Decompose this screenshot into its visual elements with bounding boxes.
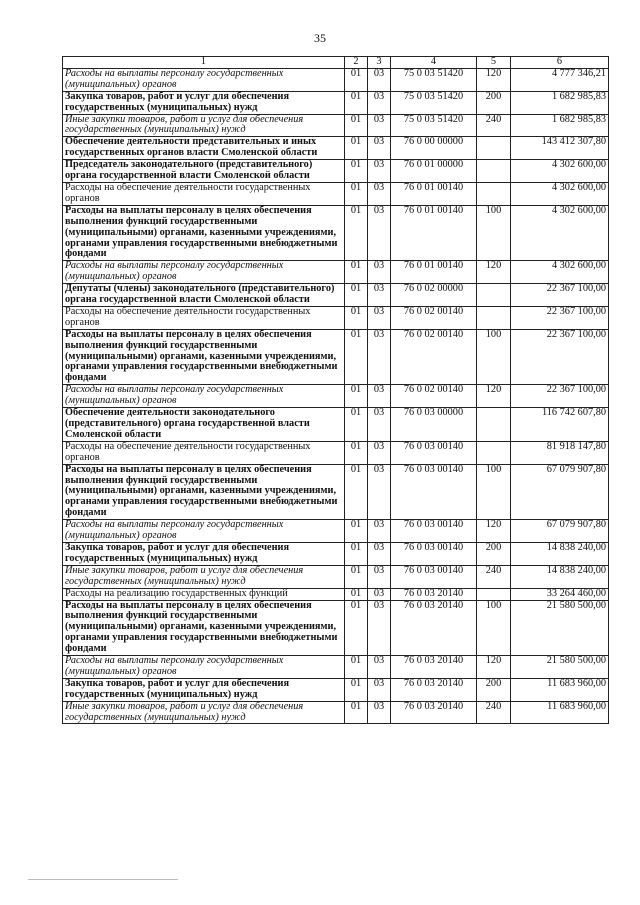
table-body	[63, 68, 609, 724]
row-name-cell: Депутаты (члены) законодательного (представительного) органа государственной власти Смоленской области	[63, 284, 345, 307]
row-amount-cell: 22 367 100,00	[511, 306, 609, 329]
row-target-code-cell: 76 0 03 20140	[391, 656, 477, 679]
row-section-cell: 01	[345, 284, 368, 307]
row-amount-cell: 4 777 346,21	[511, 68, 609, 91]
row-name-cell: Расходы на обеспечение деятельности государственных органов	[63, 182, 345, 205]
row-target-code-cell: 76 0 01 00140	[391, 261, 477, 284]
row-name-cell: Расходы на выплаты персоналу государственных (муниципальных) органов	[63, 656, 345, 679]
row-section-cell: 01	[345, 160, 368, 183]
table-row	[63, 656, 609, 679]
row-target-code-cell: 76 0 02 00000	[391, 284, 477, 307]
row-target-code-cell: 75 0 03 51420	[391, 68, 477, 91]
row-subsection-cell: 03	[368, 91, 391, 114]
row-target-code-cell: 76 0 02 00140	[391, 385, 477, 408]
row-target-code-cell: 76 0 03 00140	[391, 542, 477, 565]
row-target-code-cell: 76 0 03 20140	[391, 701, 477, 724]
footer-divider	[28, 879, 178, 880]
row-name-cell: Иные закупки товаров, работ и услуг для обеспечения государственных (муниципальных) нужд	[63, 701, 345, 724]
row-section-cell: 01	[345, 408, 368, 442]
row-target-code-cell: 75 0 03 51420	[391, 114, 477, 137]
row-subsection-cell: 03	[368, 261, 391, 284]
row-expense-type-cell: 240	[477, 701, 511, 724]
row-section-cell: 01	[345, 588, 368, 600]
row-subsection-cell: 03	[368, 385, 391, 408]
row-subsection-cell: 03	[368, 464, 391, 520]
row-subsection-cell: 03	[368, 137, 391, 160]
row-section-cell: 01	[345, 306, 368, 329]
row-name-cell: Расходы на обеспечение деятельности государственных органов	[63, 441, 345, 464]
table-row	[63, 306, 609, 329]
row-name-cell: Расходы на выплаты персоналу в целях обеспечения выполнения функций государственными (муниципальными) органами, казенными учреждениями, органами управления государственными внебюджетными фондами	[63, 205, 345, 261]
row-section-cell: 01	[345, 520, 368, 543]
row-expense-type-cell: 200	[477, 91, 511, 114]
row-target-code-cell: 76 0 03 00140	[391, 565, 477, 588]
table-row	[63, 588, 609, 600]
header-col-2: 2	[345, 57, 368, 69]
header-col-4: 4	[391, 57, 477, 69]
row-target-code-cell: 76 0 01 00000	[391, 160, 477, 183]
row-amount-cell: 4 302 600,00	[511, 205, 609, 261]
row-section-cell: 01	[345, 441, 368, 464]
row-subsection-cell: 03	[368, 656, 391, 679]
row-name-cell: Иные закупки товаров, работ и услуг для обеспечения государственных (муниципальных) нужд	[63, 114, 345, 137]
row-expense-type-cell: 200	[477, 542, 511, 565]
row-section-cell: 01	[345, 68, 368, 91]
row-subsection-cell: 03	[368, 678, 391, 701]
row-amount-cell: 21 580 500,00	[511, 600, 609, 656]
row-amount-cell: 4 302 600,00	[511, 182, 609, 205]
row-name-cell: Расходы на обеспечение деятельности государственных органов	[63, 306, 345, 329]
row-target-code-cell: 76 0 02 00140	[391, 329, 477, 385]
row-target-code-cell: 75 0 03 51420	[391, 91, 477, 114]
table-row	[63, 678, 609, 701]
row-expense-type-cell	[477, 408, 511, 442]
row-expense-type-cell: 120	[477, 656, 511, 679]
row-amount-cell: 22 367 100,00	[511, 284, 609, 307]
row-target-code-cell: 76 0 03 00000	[391, 408, 477, 442]
row-name-cell: Обеспечение деятельности представительных и иных государственных органов власти Смоленской области	[63, 137, 345, 160]
row-subsection-cell: 03	[368, 408, 391, 442]
row-section-cell: 01	[345, 385, 368, 408]
row-expense-type-cell	[477, 182, 511, 205]
row-subsection-cell: 03	[368, 520, 391, 543]
table-row	[63, 182, 609, 205]
row-expense-type-cell	[477, 137, 511, 160]
row-amount-cell: 67 079 907,80	[511, 464, 609, 520]
row-expense-type-cell: 120	[477, 68, 511, 91]
row-expense-type-cell: 120	[477, 385, 511, 408]
row-expense-type-cell	[477, 160, 511, 183]
row-subsection-cell: 03	[368, 182, 391, 205]
row-subsection-cell: 03	[368, 542, 391, 565]
row-expense-type-cell: 240	[477, 565, 511, 588]
row-name-cell: Расходы на выплаты персоналу в целях обеспечения выполнения функций государственными (муниципальными) органами, казенными учреждениями, органами управления государственными внебюджетными фондами	[63, 329, 345, 385]
table-row	[63, 565, 609, 588]
row-expense-type-cell: 100	[477, 600, 511, 656]
table-row	[63, 520, 609, 543]
row-name-cell: Председатель законодательного (представительного) органа государственной власти Смоленской области	[63, 160, 345, 183]
table-row	[63, 600, 609, 656]
row-subsection-cell: 03	[368, 701, 391, 724]
row-name-cell: Расходы на реализацию государственных функций	[63, 588, 345, 600]
row-amount-cell: 1 682 985,83	[511, 114, 609, 137]
row-expense-type-cell: 100	[477, 329, 511, 385]
row-subsection-cell: 03	[368, 600, 391, 656]
row-target-code-cell: 76 0 01 00140	[391, 182, 477, 205]
row-section-cell: 01	[345, 137, 368, 160]
row-section-cell: 01	[345, 91, 368, 114]
row-name-cell: Расходы на выплаты персоналу в целях обеспечения выполнения функций государственными (муниципальными) органами, казенными учреждениями, органами управления государственными внебюджетными фондами	[63, 464, 345, 520]
row-name-cell: Иные закупки товаров, работ и услуг для обеспечения государственных (муниципальных) нужд	[63, 565, 345, 588]
row-subsection-cell: 03	[368, 565, 391, 588]
row-target-code-cell: 76 0 03 00140	[391, 520, 477, 543]
row-section-cell: 01	[345, 656, 368, 679]
row-amount-cell: 22 367 100,00	[511, 329, 609, 385]
row-subsection-cell: 03	[368, 306, 391, 329]
budget-table	[62, 56, 609, 724]
row-amount-cell: 33 264 460,00	[511, 588, 609, 600]
table-row	[63, 385, 609, 408]
row-subsection-cell: 03	[368, 284, 391, 307]
row-target-code-cell: 76 0 02 00140	[391, 306, 477, 329]
row-amount-cell: 143 412 307,80	[511, 137, 609, 160]
row-expense-type-cell	[477, 306, 511, 329]
row-amount-cell: 14 838 240,00	[511, 565, 609, 588]
header-col-6: 6	[511, 57, 609, 69]
table-row	[63, 114, 609, 137]
row-section-cell: 01	[345, 565, 368, 588]
row-expense-type-cell	[477, 588, 511, 600]
header-row	[63, 57, 609, 69]
row-amount-cell: 1 682 985,83	[511, 91, 609, 114]
row-expense-type-cell: 120	[477, 261, 511, 284]
table-row	[63, 68, 609, 91]
row-name-cell: Закупка товаров, работ и услуг для обеспечения государственных (муниципальных) нужд	[63, 678, 345, 701]
row-amount-cell: 22 367 100,00	[511, 385, 609, 408]
row-name-cell: Закупка товаров, работ и услуг для обеспечения государственных (муниципальных) нужд	[63, 542, 345, 565]
row-target-code-cell: 76 0 03 20140	[391, 600, 477, 656]
row-name-cell: Расходы на выплаты персоналу государственных (муниципальных) органов	[63, 385, 345, 408]
page-number: 35	[314, 31, 326, 45]
row-target-code-cell: 76 0 03 00140	[391, 441, 477, 464]
row-target-code-cell: 76 0 01 00140	[391, 205, 477, 261]
row-subsection-cell: 03	[368, 205, 391, 261]
row-amount-cell: 21 580 500,00	[511, 656, 609, 679]
row-expense-type-cell: 200	[477, 678, 511, 701]
table-row	[63, 261, 609, 284]
row-subsection-cell: 03	[368, 68, 391, 91]
row-section-cell: 01	[345, 261, 368, 284]
row-section-cell: 01	[345, 464, 368, 520]
row-amount-cell: 4 302 600,00	[511, 160, 609, 183]
row-amount-cell: 11 683 960,00	[511, 701, 609, 724]
row-subsection-cell: 03	[368, 329, 391, 385]
row-subsection-cell: 03	[368, 160, 391, 183]
table-row	[63, 464, 609, 520]
table-row	[63, 284, 609, 307]
row-expense-type-cell	[477, 284, 511, 307]
row-subsection-cell: 03	[368, 588, 391, 600]
row-section-cell: 01	[345, 678, 368, 701]
row-subsection-cell: 03	[368, 114, 391, 137]
row-section-cell: 01	[345, 114, 368, 137]
row-section-cell: 01	[345, 182, 368, 205]
header-col-3: 3	[368, 57, 391, 69]
header-col-5: 5	[477, 57, 511, 69]
row-name-cell: Обеспечение деятельности законодательного (представительного) органа государственной власти Смоленской области	[63, 408, 345, 442]
table-row	[63, 137, 609, 160]
table-row	[63, 542, 609, 565]
table-row	[63, 408, 609, 442]
row-amount-cell: 4 302 600,00	[511, 261, 609, 284]
row-target-code-cell: 76 0 03 20140	[391, 588, 477, 600]
row-amount-cell: 81 918 147,80	[511, 441, 609, 464]
row-name-cell: Расходы на выплаты персоналу государственных (муниципальных) органов	[63, 520, 345, 543]
table-row	[63, 701, 609, 724]
table-row	[63, 91, 609, 114]
row-section-cell: 01	[345, 542, 368, 565]
row-target-code-cell: 76 0 03 00140	[391, 464, 477, 520]
row-amount-cell: 67 079 907,80	[511, 520, 609, 543]
row-expense-type-cell	[477, 441, 511, 464]
row-subsection-cell: 03	[368, 441, 391, 464]
row-section-cell: 01	[345, 329, 368, 385]
table-row	[63, 160, 609, 183]
row-section-cell: 01	[345, 701, 368, 724]
row-name-cell: Закупка товаров, работ и услуг для обеспечения государственных (муниципальных) нужд	[63, 91, 345, 114]
table-row	[63, 441, 609, 464]
row-expense-type-cell: 240	[477, 114, 511, 137]
row-amount-cell: 14 838 240,00	[511, 542, 609, 565]
table-row	[63, 205, 609, 261]
row-expense-type-cell: 100	[477, 464, 511, 520]
table-row	[63, 329, 609, 385]
row-section-cell: 01	[345, 600, 368, 656]
row-amount-cell: 116 742 607,80	[511, 408, 609, 442]
row-name-cell: Расходы на выплаты персоналу государственных (муниципальных) органов	[63, 261, 345, 284]
row-target-code-cell: 76 0 00 00000	[391, 137, 477, 160]
row-section-cell: 01	[345, 205, 368, 261]
header-col-1: 1	[63, 57, 345, 69]
row-expense-type-cell: 100	[477, 205, 511, 261]
row-amount-cell: 11 683 960,00	[511, 678, 609, 701]
row-expense-type-cell: 120	[477, 520, 511, 543]
row-name-cell: Расходы на выплаты персоналу в целях обеспечения выполнения функций государственными (муниципальными) органами, казенными учреждениями, органами управления государственными внебюджетными фондами	[63, 600, 345, 656]
row-target-code-cell: 76 0 03 20140	[391, 678, 477, 701]
row-name-cell: Расходы на выплаты персоналу государственных (муниципальных) органов	[63, 68, 345, 91]
